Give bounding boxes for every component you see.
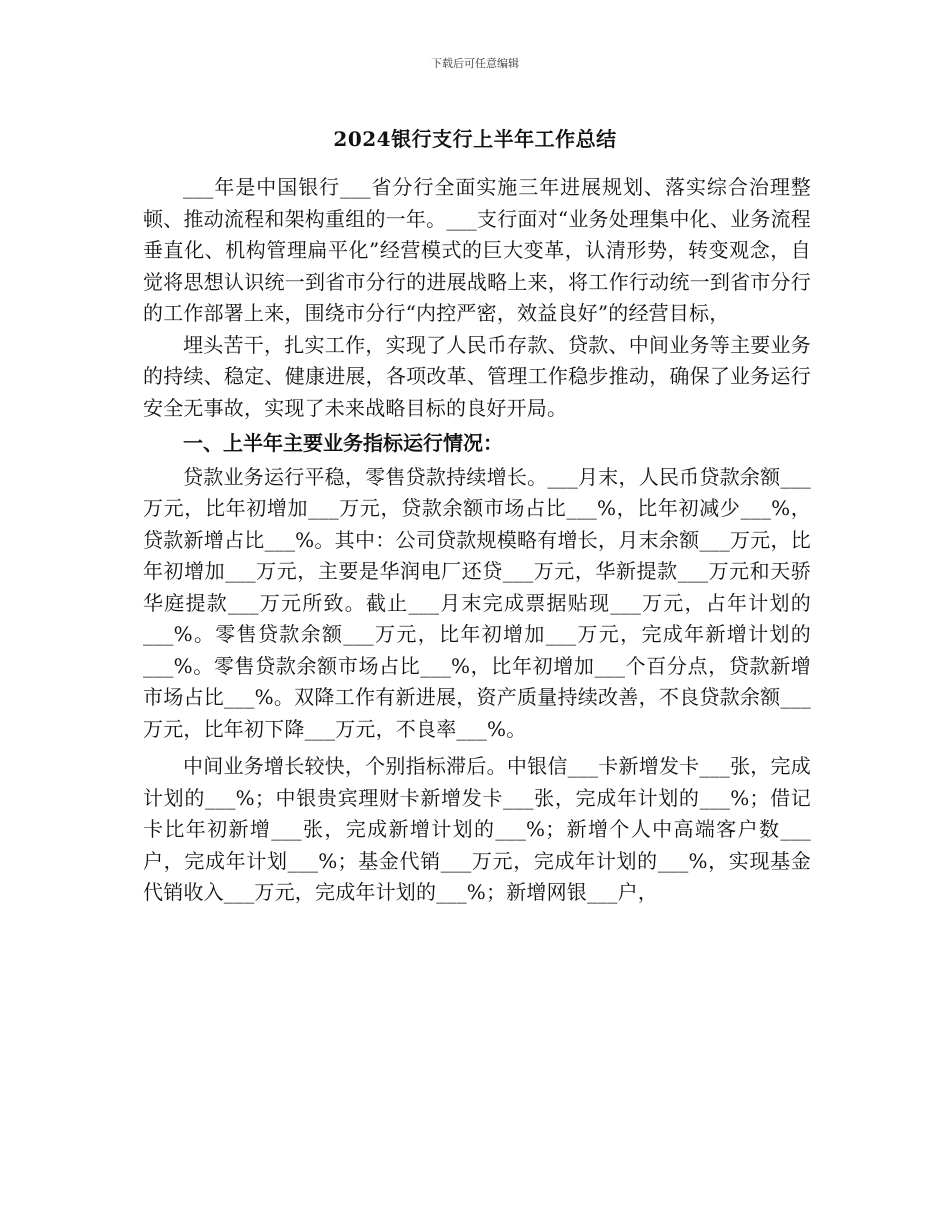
- document-body: [143, 172, 811, 909]
- intermediary-business-paragraph: 中间业务增长较快，个别指标滞后。中银信___卡新增发卡___张，完成计划的___%；中银贵宾理财卡新增发卡___张，完成年计划的___%；借记卡比年初新增___张，完成新增计划的___%；新增个人中高端客户数___户，完成年计划___%；基金代销___万元，完成年计划的___%，实现基金代销收入___万元，完成年计划的___%；新增网银___户，: [143, 754, 811, 904]
- document-title: 2024银行支行上半年工作总结: [333, 127, 617, 151]
- page-header-note: 下载后可任意编辑: [431, 57, 519, 70]
- loan-business-paragraph: 贷款业务运行平稳，零售贷款持续增长。___月末，人民币贷款余额___万元，比年初增加___万元，贷款余额市场占比___%，比年初减少___%，贷款新增占比___%。其中：公司贷款规模略有增长，月末余额___万元，比年初增加___万元，主要是华润电厂还贷___万元，华新提款___万元和天骄华庭提款___万元所致。截止___月末完成票据贴现___万元，占年计划的___%。零售贷款余额___万元，比年初增加___万元，完成年新增计划的___%。零售贷款余额市场占比___%，比年初增加___个百分点，贷款新增市场占比___%。双降工作有新进展，资产质量持续改善，不良贷款余额___万元，比年初下降___万元，不良率___%。: [143, 464, 811, 741]
- section-heading-1: 一、上半年主要业务指标运行情况：: [183, 431, 503, 455]
- intro-paragraph-1: ___年是中国银行___省分行全面实施三年进展规划、落实综合治理整顿、推动流程和架构重组的一年。___支行面对“业务处理集中化、业务流程垂直化、机构管理扁平化”经营模式的巨大变革，认清形势，转变观念，自觉将思想认识统一到省市分行的进展战略上来，将工作行动统一到省市分行的工作部署上来，围绕市分行“内控严密，效益良好”的经营目标，: [143, 175, 811, 325]
- intro-paragraph-2: 埋头苦干，扎实工作，实现了人民币存款、贷款、中间业务等主要业务的持续、稳定、健康进展，各项改革、管理工作稳步推动，确保了业务运行安全无事故，实现了未来战略目标的良好开局。: [143, 332, 811, 420]
